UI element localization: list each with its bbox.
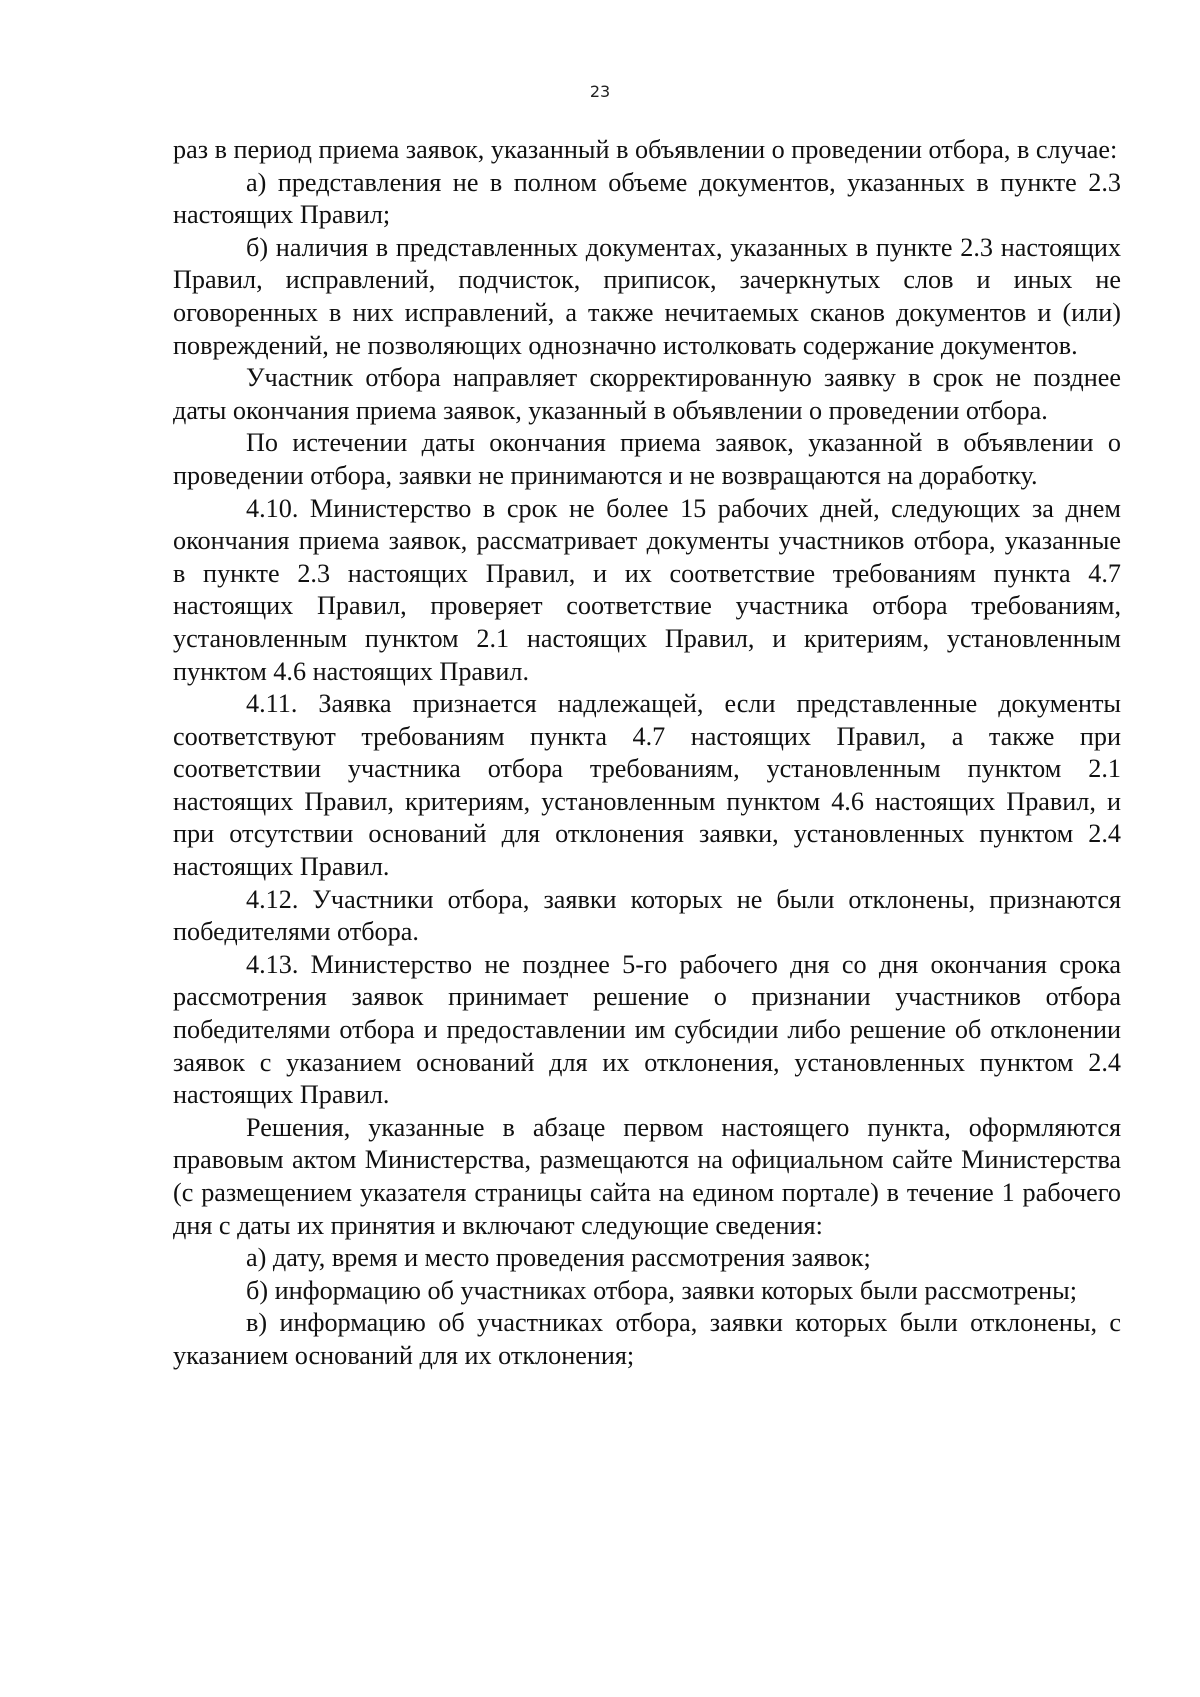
paragraph-4-11: 4.11. Заявка признается надлежащей, если представленные документы соответствуют требованиям пункта 4.7 настоящих Правил, а также при соответствии участника отбора требованиям, установленным пунктом 2.1 настоящих Правил, критериям, установленным пунктом 4.6 настоящих Правил, и при отсутствии оснований для отклонения заявки, установленных пунктом 2.4 настоящих Правил.: [173, 689, 1121, 882]
paragraph-item-b-corrections: б) наличия в представленных документах, указанных в пункте 2.3 настоящих Правил, исправлений, подчисток, приписок, зачеркнутых слов и иных не оговоренных в них исправлений, а также нечитаемых сканов документов и (или) повреждений, не позволяющих однозначно истолковать содержание документов.: [173, 232, 1121, 360]
paragraph-4-13: 4.13. Министерство не позднее 5-го рабочего дня со дня окончания срока рассмотрения заявок принимает решение о признании участников отбора победителями отбора и предоставлении им субсидии либо решение об отклонении заявок с указанием оснований для их отклонения, установленных пунктом 2.4 настоящих Правил.: [173, 949, 1121, 1110]
paragraph-item-a-incomplete-documents: а) представления не в полном объеме документов, указанных в пункте 2.3 настоящих Правил;: [173, 167, 1121, 230]
paragraph-after-deadline: По истечении даты окончания приема заявок, указанной в объявлении о проведении отбора, заявки не принимаются и не возвращаются на доработку.: [173, 428, 1121, 490]
paragraph-item-c-rejected: в) информацию об участниках отбора, заявки которых были отклонены, с указанием оснований для их отклонения;: [173, 1308, 1121, 1370]
paragraph-item-a-date-time: а) дату, время и место проведения рассмотрения заявок;: [246, 1243, 871, 1273]
paragraph-decisions: Решения, указанные в абзаце первом настоящего пункта, оформляются правовым актом Министерства, размещаются на официальном сайте Министерства (с размещением указателя страницы сайта на едином портале) в течение 1 рабочего дня с даты их принятия и включают следующие сведения:: [173, 1112, 1121, 1240]
paragraph-4-10: 4.10. Министерство в срок не более 15 рабочих дней, следующих за днем окончания приема заявок, рассматривает документы участников отбора, указанные в пункте 2.3 настоящих Правил, и их соответствие требованиям пункта 4.7 настоящих Правил, проверяет соответствие участника отбора требованиям, установленным пунктом 2.1 настоящих Правил, и критериям, установленным пунктом 4.6 настоящих Правил.: [173, 493, 1121, 686]
paragraph-continuation: раз в период приема заявок, указанный в объявлении о проведении отбора, в случае:: [173, 135, 1118, 164]
paragraph-corrected-application: Участник отбора направляет скорректированную заявку в срок не позднее даты окончания приема заявок, указанный в объявлении о проведении отбора.: [173, 363, 1121, 425]
paragraph-item-b-reviewed: б) информацию об участниках отбора, заявки которых были рассмотрены;: [246, 1275, 1078, 1305]
document-body: [173, 134, 1121, 1373]
page-number: 23: [589, 82, 611, 101]
paragraph-4-12: 4.12. Участники отбора, заявки которых не были отклонены, признаются победителями отбора.: [173, 884, 1121, 947]
